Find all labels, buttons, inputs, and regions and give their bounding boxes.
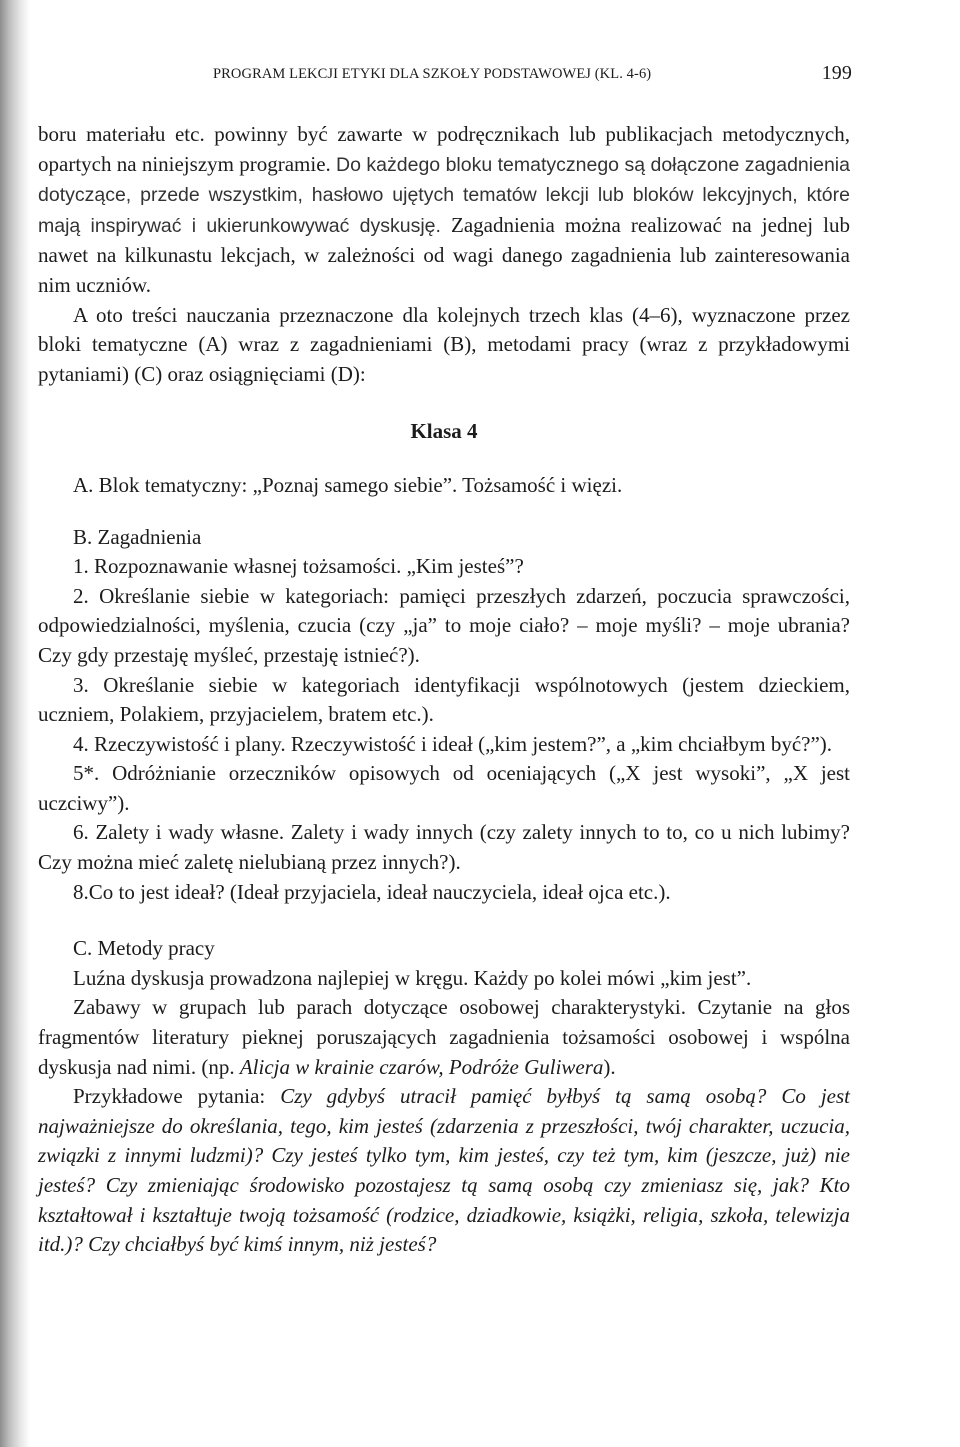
block-b-heading: B. Zagadnienia xyxy=(73,524,202,549)
intro-text-sans: Do każdego bloku tematycznego są dołączone zagadnienia dotyczące, przede wszystkim, hasłowo ujętych tematów lekcji lub bloków lekcyjnych, które mają inspirywać i ukierunkowywać dyskusję. xyxy=(38,153,850,237)
book-titles: Alicja w krainie czarów, Podróże Guliwera xyxy=(239,1054,604,1079)
block-b-item: 3. Określanie siebie w kategoriach identyfikacji wspólnotowych (jestem dzieckiem, uczniem, Polakiem, przyjacielem, bratem etc.). xyxy=(38,672,850,727)
block-c-heading: C. Metody pracy xyxy=(73,936,215,961)
block-c-paragraph-1: Luźna dyskusja prowadzona najlepiej w kręgu. Każdy po kolei mówi „kim jest”. xyxy=(73,965,752,990)
block-c-paragraph-2-text: Zabawy w grupach lub parach dotyczące osobowej charakterystyki. Czytanie na głos fragmentów literatury pieknej poruszających zagadnienia tożsamości osobowej i wspólna dyskusja nad nimi. (np. xyxy=(38,995,850,1079)
block-c-example-questions xyxy=(38,1082,850,1260)
running-title: PROGRAM LEKCJI ETYKI DLA SZKOŁY PODSTAWOWEJ (KL. 4-6) xyxy=(213,66,652,82)
example-questions: Czy gdybyś utracił pamięć byłbyś tą samą osobą? Co jest najważniejsze do określania, tego, kim jesteś (zdarzenia z przeszłości, twój charakter, uczucia, związki z innymi ludzmi)? Czy jesteś tylko tym, kim jesteś, czy też tym, kim (jeszcze, już) nie jesteś? Czy zmieniając środowisko pozostajesz tą samą osobą czy zmieniasz się, jak? Kto kształtował i kształtuje twoją tożsamość (rodzice, dziadkowie, książki, religia, szkoła, telewizja itd.)? Czy chciałbyś być kimś innym, niż jesteś? xyxy=(38,1084,851,1257)
block-b-item: 8.Co to jest ideał? (Ideał przyjaciela, ideał nauczyciela, ideał ojca etc.). xyxy=(73,879,671,904)
class-heading: Klasa 4 xyxy=(410,419,478,444)
spacer xyxy=(38,501,850,523)
spacer xyxy=(38,907,850,934)
intro-paragraph-1 xyxy=(38,120,850,301)
intro-paragraph-2: A oto treści nauczania przeznaczone dla kolejnych trzech klas (4–6), wyznaczone przez bloki tematyczne (A) wraz z zagadnieniami (B), metodami pracy (wraz z przykładowymi pytaniami) (C) oraz osiągnięciami (D): xyxy=(38,302,850,386)
example-questions-label: Przykładowe pytania: xyxy=(73,1084,266,1109)
block-c-paragraph-2-end: ). xyxy=(603,1054,616,1079)
block-c-paragraph-2 xyxy=(38,993,850,1082)
block-b-item: 2. Określanie siebie w kategoriach: pamięci przeszłych zdarzeń, poczucia sprawczości, odpowiedzialności, myślenia, czucia (czy „ja” to moje ciało? – moje myśli? – moje ubrania? Czy gdy przestaję myśleć, przestaję istnieć?). xyxy=(38,583,850,667)
block-b-item: 6. Zalety i wady własne. Zalety i wady innych (czy zalety innych to to, co u nich lubimy? Czy można mieć zaletę nielubianą przez innych?). xyxy=(38,820,850,875)
block-a-title: A. Blok tematyczny: „Poznaj samego siebie”. Tożsamość i więzi. xyxy=(73,472,623,497)
book-page xyxy=(38,60,850,1260)
page-number: 199 xyxy=(821,62,852,84)
block-b-item: 5*. Odróżnianie orzeczników opisowych od oceniających („X jest wysoki”, „X jest uczciwy”). xyxy=(38,761,850,815)
running-head xyxy=(38,60,850,90)
block-b-item: 1. Rozpoznawanie własnej tożsamości. „Kim jesteś”? xyxy=(73,554,524,579)
page-binding-shadow xyxy=(0,0,30,1447)
page-body xyxy=(38,120,850,1260)
intro-text-tail: Zagadnienia można realizować na jednej lub nawet na kilkunastu lekcjach, w zależności od wagi danego zagadnienia lub zainteresowania nim uczniów. xyxy=(38,212,851,297)
intro-text: boru materiału etc. powinny być zawarte w podręcznikach lub publikacjach metodycznych, opartych na niniejszym programie. xyxy=(38,122,850,176)
block-b-item: 4. Rzeczywistość i plany. Rzeczywistość i ideał („kim jestem?”, a „kim chciałbym być?”). xyxy=(73,731,833,756)
